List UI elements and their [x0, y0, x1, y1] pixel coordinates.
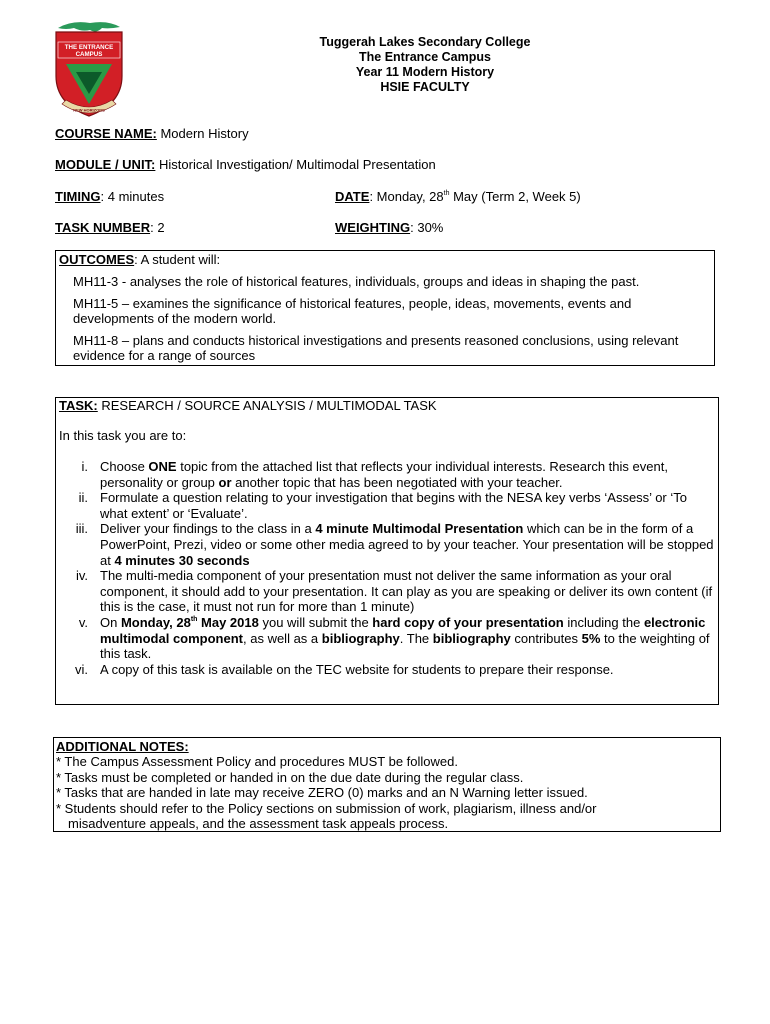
- module-row: [55, 157, 436, 172]
- task-item-number: vi.: [75, 661, 88, 677]
- text-bold: 4 minutes 30 seconds: [114, 552, 250, 568]
- text: contributes: [510, 630, 582, 646]
- text: Choose: [100, 459, 149, 474]
- outcomes-box: [55, 250, 715, 366]
- text: which can be in the form of a PowerPoint, Prezi, video or some other media agreed to by your teacher. Your presentation will be stopped at: [100, 521, 714, 568]
- outcome-item: MH11-8 – plans and conducts historical investigations and presents reasoned conclusions, using relevant evidence for a range of sources: [73, 333, 679, 363]
- school-name: Tuggerah Lakes Secondary College: [319, 35, 531, 49]
- logo-text-line1: THE ENTRANCE: [64, 44, 114, 51]
- text-bold: ONE: [148, 459, 177, 474]
- date-value-post: May (Term 2, Week 5): [449, 189, 581, 204]
- text: The multi-media component of your presentation must not deliver the same information as your oral component, it should add to your presentation. It can play as you are speaking or deliver its own content (if this is the case, it must not run for more than 1 minute): [100, 568, 713, 615]
- task-item-iv: [59, 568, 715, 615]
- text-bold: hard copy of your presentation: [372, 614, 564, 630]
- note-line: * Tasks must be completed or handed in on the due date during the regular class.: [56, 769, 524, 785]
- course-name-value: Modern History: [156, 126, 249, 141]
- note-line: * The Campus Assessment Policy and procedures MUST be followed.: [56, 754, 458, 769]
- course-year: Year 11 Modern History: [355, 65, 495, 79]
- weighting-row: [335, 220, 443, 235]
- note-line: * Students should refer to the Policy sections on submission of work, plagiarism, illness and/or: [56, 800, 597, 816]
- task-item-number: iv.: [75, 568, 88, 584]
- text: including the: [563, 614, 644, 630]
- text: another topic that has been negotiated with your teacher.: [231, 474, 563, 490]
- outcomes-heading: [59, 252, 711, 267]
- task-item-number: i.: [81, 459, 88, 474]
- text-bold: or: [218, 474, 232, 490]
- text: Formulate a question relating to your investigation that begins with the NESA key verbs ‘Assess’ or ‘To what extent’ or ‘Evaluate’.: [100, 490, 687, 521]
- page-header: [260, 35, 590, 95]
- outcome-item: MH11-5 – examines the significance of historical features, people, ideas, movements, events and developments of the modern world.: [73, 296, 632, 326]
- additional-notes-box: [53, 737, 721, 832]
- campus-name: The Entrance Campus: [359, 50, 491, 64]
- date-label: DATE: [335, 189, 370, 204]
- task-number-row: [55, 220, 165, 235]
- task-item-iii: [59, 521, 715, 568]
- timing-row: [55, 189, 164, 204]
- text-bold: Monday, 28: [120, 614, 191, 630]
- task-number-label: TASK NUMBER: [55, 220, 151, 235]
- task-item-number: ii.: [78, 490, 88, 506]
- date-sup: th: [443, 190, 450, 197]
- note-continuation: misadventure appeals, and the assessment task appeals process.: [68, 816, 449, 831]
- notes-heading: [56, 739, 718, 754]
- task-item-ii: [59, 490, 715, 521]
- task-box: [55, 397, 719, 705]
- weighting-label: WEIGHTING: [335, 220, 411, 235]
- text-bold: 5%: [581, 630, 601, 646]
- task-item-vi: [59, 662, 715, 678]
- logo-motto: NEW HORIZONS: [73, 107, 105, 113]
- task-item-number: v.: [78, 614, 88, 630]
- course-name-row: [55, 126, 249, 141]
- module-value: Historical Investigation/ Multimodal Presentation: [155, 157, 436, 172]
- dolphin-icon: [58, 22, 120, 32]
- task-label: TASK:: [59, 398, 98, 413]
- text: A copy of this task is available on the TEC website for students to prepare their response.: [100, 661, 614, 677]
- task-title: RESEARCH / SOURCE ANALYSIS / MULTIMODAL TASK: [97, 398, 437, 413]
- logo-text-line2: CAMPUS: [75, 51, 103, 58]
- date-row: [335, 189, 581, 204]
- text: to the weighting of this task.: [100, 630, 710, 662]
- task-item-number: iii.: [75, 521, 88, 537]
- text: Deliver your findings to the class in a: [100, 521, 316, 537]
- faculty-name: HSIE FACULTY: [380, 80, 470, 94]
- outcome-item: MH11-3 - analyses the role of historical features, individuals, groups and ideas in shaping the past.: [73, 274, 640, 289]
- date-value-pre: : Monday, 28: [369, 189, 444, 204]
- task-item-i: [59, 459, 715, 490]
- outcomes-intro: : A student will:: [134, 252, 221, 267]
- text-bold: bibliography: [321, 630, 400, 646]
- task-heading: [59, 398, 715, 413]
- text: . The: [399, 630, 433, 646]
- task-number-value: : 2: [150, 220, 165, 235]
- note-line: * Tasks that are handed in late may receive ZERO (0) marks and an N Warning letter issued.: [56, 785, 588, 800]
- text: , as well as a: [243, 630, 322, 646]
- text: On: [100, 614, 121, 630]
- timing-label: TIMING: [55, 189, 101, 204]
- school-crest-logo: [52, 20, 126, 120]
- module-label: MODULE / UNIT:: [55, 157, 156, 172]
- task-intro: In this task you are to:: [59, 428, 187, 443]
- notes-label: ADDITIONAL NOTES:: [56, 739, 189, 754]
- task-item-v: [59, 615, 715, 662]
- course-name-label: COURSE NAME:: [55, 126, 157, 141]
- text-bold: 4 minute Multimodal Presentation: [315, 521, 524, 537]
- weighting-value: : 30%: [410, 220, 444, 235]
- text-bold: electronic multimodal component: [100, 614, 706, 646]
- task-list: [59, 459, 715, 677]
- outcomes-label: OUTCOMES: [59, 252, 135, 267]
- text-bold: May 2018: [197, 614, 259, 630]
- text: you will submit the: [258, 614, 373, 630]
- text-bold: bibliography: [432, 630, 511, 646]
- timing-value: : 4 minutes: [100, 189, 165, 204]
- text-bold-sup: th: [190, 615, 198, 623]
- text: topic from the attached list that reflects your individual interests. Research this event, personality or group: [100, 459, 668, 490]
